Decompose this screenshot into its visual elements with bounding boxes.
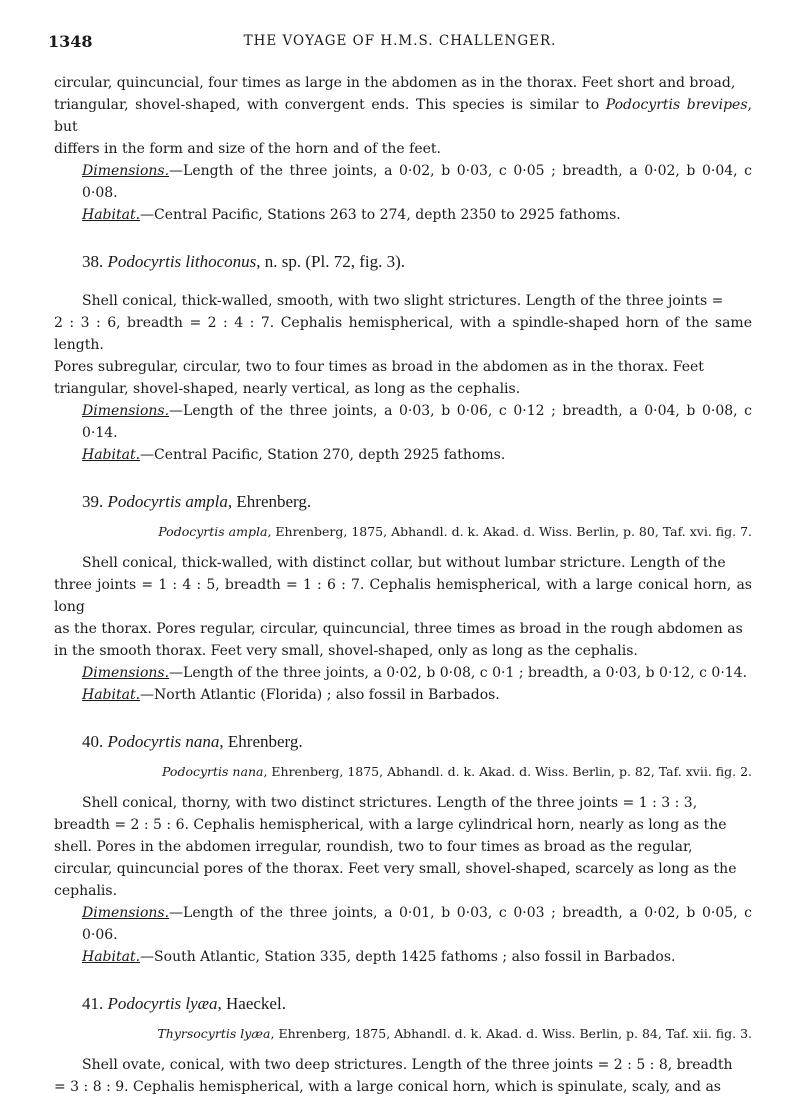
species-name: Podocyrtis nana xyxy=(107,732,220,751)
desc-line: triangular, shovel-shaped, with convergent ends. This species is similar to Podocyrtis brevipes, but xyxy=(54,97,752,135)
desc-line: shell. Pores in the abdomen irregular, roundish, two to four times as broad as the regular, xyxy=(54,839,693,855)
desc-line: = 3 : 8 : 9. Cephalis hemispherical, with a large conical horn, which is spinulate, scaly, and as xyxy=(54,1079,721,1095)
reference-species: Thyrsocyrtis lyæa xyxy=(157,1026,271,1041)
species-name: Podocyrtis lyæa xyxy=(107,994,218,1013)
desc-line: circular, quincuncial, four times as large in the abdomen as in the thorax. Feet short and broad, xyxy=(54,75,736,91)
desc-line: 2 : 3 : 6, breadth = 2 : 4 : 7. Cephalis hemispherical, with a spindle-shaped horn of the same length. xyxy=(54,315,752,353)
desc-line: Shell ovate, conical, with two deep strictures. Length of the three joints = 2 : 5 : 8, breadth xyxy=(82,1057,733,1073)
habitat-label: Habitat. xyxy=(82,207,141,223)
dimensions-label: Dimensions. xyxy=(82,905,170,921)
species-38 xyxy=(54,250,752,466)
habitat-label: Habitat. xyxy=(82,687,141,703)
page-header xyxy=(48,32,752,56)
dimensions-label: Dimensions. xyxy=(82,665,170,681)
desc-line: Shell conical, thick-walled, smooth, with two slight strictures. Length of the three joints = xyxy=(82,293,724,309)
desc-line: in the smooth thorax. Feet very small, shovel-shaped, only as long as the cephalis. xyxy=(54,643,638,659)
desc-line: Shell conical, thorny, with two distinct strictures. Length of the three joints = 1 : 3 : 3, xyxy=(82,795,698,811)
species-37-continuation xyxy=(54,72,752,226)
species-name: Podocyrtis lithoconus xyxy=(107,252,257,271)
dimensions: Dimensions.—Length of the three joints, a 0·03, b 0·06, c 0·12 ; breadth, a 0·04, b 0·08, c 0·14. xyxy=(82,403,752,441)
dimensions: Dimensions.—Length of the three joints, a 0·01, b 0·03, c 0·03 ; breadth, a 0·02, b 0·05, c 0·06. xyxy=(82,905,752,943)
species-heading: 41. Podocyrtis lyæa, Haeckel. xyxy=(82,994,286,1013)
dimensions: Dimensions.—Length of the three joints, a 0·02, b 0·03, c 0·05 ; breadth, a 0·02, b 0·04, c 0·08. xyxy=(82,163,752,201)
dimensions-label: Dimensions. xyxy=(82,403,170,419)
species-heading: 40. Podocyrtis nana, Ehrenberg. xyxy=(82,732,303,751)
habitat: Habitat.—South Atlantic, Station 335, depth 1425 fathoms ; also fossil in Barbados. xyxy=(82,949,676,965)
desc-line: as the thorax. Pores regular, circular, quincuncial, three times as broad in the rough abdomen as xyxy=(54,621,743,637)
desc-line: triangular, shovel-shaped, nearly vertical, as long as the cephalis. xyxy=(54,381,521,397)
desc-line: Pores subregular, circular, two to four times as broad in the abdomen as in the thorax. Feet xyxy=(54,359,704,375)
reference-species: Podocyrtis nana xyxy=(162,764,264,779)
synonymy-reference: Thyrsocyrtis lyæa, Ehrenberg, 1875, Abhandl. d. k. Akad. d. Wiss. Berlin, p. 84, Taf. xii. fig. 3. xyxy=(157,1026,752,1041)
desc-line: circular, quincuncial pores of the thorax. Feet very small, shovel-shaped, scarcely as long as the xyxy=(54,861,737,877)
running-title: THE VOYAGE OF H.M.S. CHALLENGER. xyxy=(243,33,557,49)
habitat: Habitat.—Central Pacific, Stations 263 to 274, depth 2350 to 2925 fathoms. xyxy=(82,207,621,223)
habitat: Habitat.—North Atlantic (Florida) ; also fossil in Barbados. xyxy=(82,687,500,703)
habitat-label: Habitat. xyxy=(82,447,141,463)
species-name: Podocyrtis ampla xyxy=(107,492,228,511)
species-heading: 38. Podocyrtis lithoconus, n. sp. (Pl. 72, fig. 3). xyxy=(82,252,405,271)
synonymy-reference: Podocyrtis ampla, Ehrenberg, 1875, Abhandl. d. k. Akad. d. Wiss. Berlin, p. 80, Taf. xvi. fig. 7. xyxy=(158,524,752,539)
species-41 xyxy=(54,992,752,1098)
species-ref-italic: Podocyrtis brevipes xyxy=(605,97,748,113)
species-40 xyxy=(54,730,752,968)
habitat-label: Habitat. xyxy=(82,949,141,965)
reference-species: Podocyrtis ampla xyxy=(158,524,268,539)
desc-line: Shell conical, thick-walled, with distinct collar, but without lumbar stricture. Length of the xyxy=(82,555,726,571)
page-body xyxy=(54,72,752,1098)
desc-line: breadth = 2 : 5 : 6. Cephalis hemispherical, with a large cylindrical horn, nearly as long as the xyxy=(54,817,727,833)
page-number: 1348 xyxy=(48,32,93,51)
desc-line: differs in the form and size of the horn and of the feet. xyxy=(54,141,441,157)
desc-line: cephalis. xyxy=(54,883,118,899)
dimensions-label: Dimensions. xyxy=(82,163,170,179)
dimensions: Dimensions.—Length of the three joints, a 0·02, b 0·08, c 0·1 ; breadth, a 0·03, b 0·12, c 0·14. xyxy=(82,665,748,681)
desc-line: three joints = 1 : 4 : 5, breadth = 1 : 6 : 7. Cephalis hemispherical, with a large conical horn, as long xyxy=(54,577,752,615)
synonymy-reference: Podocyrtis nana, Ehrenberg, 1875, Abhandl. d. k. Akad. d. Wiss. Berlin, p. 82, Taf. xvii. fig. 2. xyxy=(162,764,752,779)
habitat: Habitat.—Central Pacific, Station 270, depth 2925 fathoms. xyxy=(82,447,506,463)
species-39 xyxy=(54,490,752,706)
species-heading: 39. Podocyrtis ampla, Ehrenberg. xyxy=(82,492,312,511)
